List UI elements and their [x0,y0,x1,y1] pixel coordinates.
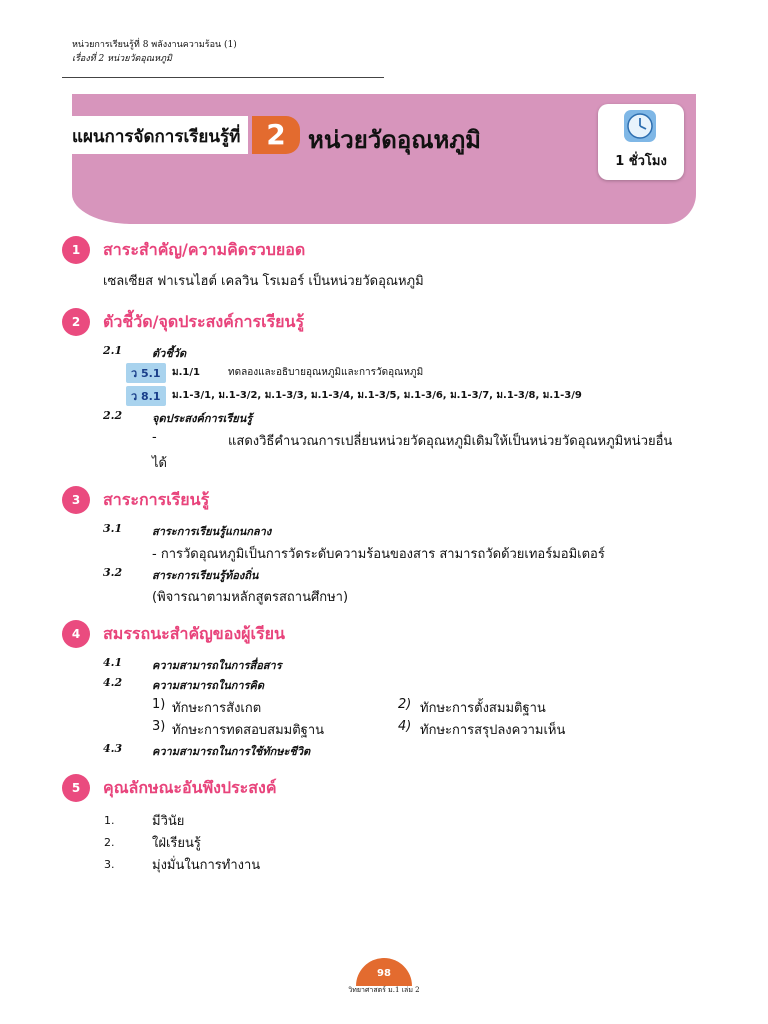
sub-4-3-label: ความสามารถในการใช้ทักษะชีวิต [152,745,311,758]
topic-line: เรื่องที่ 2 หน่วยวัดอุณหภูมิ [72,54,172,64]
unit-line: หน่วยการเรียนรู้ที่ 8 พลังงานความร้อน (1) [72,40,237,50]
sub-4-2-num: 4.2 [103,676,123,689]
sub-4-1-label: ความสามารถในการสื่อสาร [152,659,282,672]
section-1-number: 1 [62,236,90,264]
indicator-text-1: ทดลองและอธิบายอุณหภูมิและการวัดอุณหภูมิ [228,367,424,378]
section-5-title: คุณลักษณะอันพึงประสงค์ [103,778,277,797]
objective-line-2: ได้ [152,456,167,471]
objective-dash: - [152,430,157,445]
sub-2-2-num: 2.2 [103,409,123,422]
sub-4-1-num: 4.1 [103,656,123,669]
trait-text: มุ่งมั่นในการทำงาน [152,858,261,873]
section-2-title: ตัวชี้วัด/จุดประสงค์การเรียนรู้ [103,312,305,331]
skill-text: ทักษะการสรุปลงความเห็น [420,723,566,738]
sub-4-3-num: 4.3 [103,742,123,755]
header-divider [62,77,384,78]
skill-num: 4) [398,719,412,734]
section-1-body: เซลเซียส ฟาเรนไฮต์ เคลวิน โรเมอร์ เป็นหน่วยวัดอุณหภูมิ [103,274,424,289]
clock-icon [622,108,658,144]
section-2-number: 2 [62,308,90,336]
skill-text: ทักษะการตั้งสมมติฐาน [420,701,546,716]
sub-2-1-label: ตัวชี้วัด [152,347,187,360]
section-3-title: สาระการเรียนรู้ [103,490,210,509]
duration-text: 1 ชั่วโมง [615,154,667,169]
section-3-number: 3 [62,486,90,514]
plan-title: หน่วยวัดอุณหภูมิ [308,126,481,154]
core-content: - การวัดอุณหภูมิเป็นการวัดระดับความร้อนของสาร สามารถวัดด้วยเทอร์มอมิเตอร์ [152,547,605,562]
sub-3-2-label: สาระการเรียนรู้ท้องถิ่น [152,569,259,582]
sub-4-2-label: ความสามารถในการคิด [152,679,264,692]
indicator-text-2: ม.1-3/1, ม.1-3/2, ม.1-3/3, ม.1-3/4, ม.1-3/5, ม.1-3/6, ม.1-3/7, ม.1-3/8, ม.1-3/9 [172,390,582,401]
sub-2-2-label: จุดประสงค์การเรียนรู้ [152,412,253,425]
section-4-title: สมรรถนะสำคัญของผู้เรียน [103,624,285,643]
skill-text: ทักษะการทดสอบสมมติฐาน [172,723,325,738]
sub-3-1-label: สาระการเรียนรู้แกนกลาง [152,525,272,538]
indicator-code-2: ว 8.1 [126,386,166,406]
book-title: วิทยาศาสตร์ ม.1 เล่ม 2 [348,986,420,994]
trait-num: 3. [104,858,115,871]
section-4-number: 4 [62,620,90,648]
trait-text: มีวินัย [152,814,185,829]
sub-3-2-num: 3.2 [103,566,123,579]
section-5-number: 5 [62,774,90,802]
skill-num: 1) [152,697,166,712]
trait-text: ใฝ่เรียนรู้ [152,836,201,851]
indicator-level-1: ม.1/1 [172,367,200,378]
section-1-title: สาระสำคัญ/ความคิดรวบยอด [103,240,306,259]
skill-num: 3) [152,719,166,734]
indicator-code-1: ว 5.1 [126,363,166,383]
plan-number: 2 [252,116,300,154]
sub-3-1-num: 3.1 [103,522,123,535]
sub-2-1-num: 2.1 [103,344,123,357]
objective-line-1: แสดงวิธีคำนวณการเปลี่ยนหน่วยวัดอุณหภูมิเดิมให้เป็นหน่วยวัดอุณหภูมิหน่วยอื่น [228,434,673,449]
page-number: 98 [356,958,412,986]
page-header [72,38,237,66]
trait-num: 2. [104,836,115,849]
trait-num: 1. [104,814,115,827]
skill-text: ทักษะการสังเกต [172,701,262,716]
time-box [598,104,684,180]
skill-num: 2) [398,697,412,712]
local-content: (พิจารณาตามหลักสูตรสถานศึกษา) [152,590,349,605]
plan-label: แผนการจัดการเรียนรู้ที่ [72,127,241,147]
